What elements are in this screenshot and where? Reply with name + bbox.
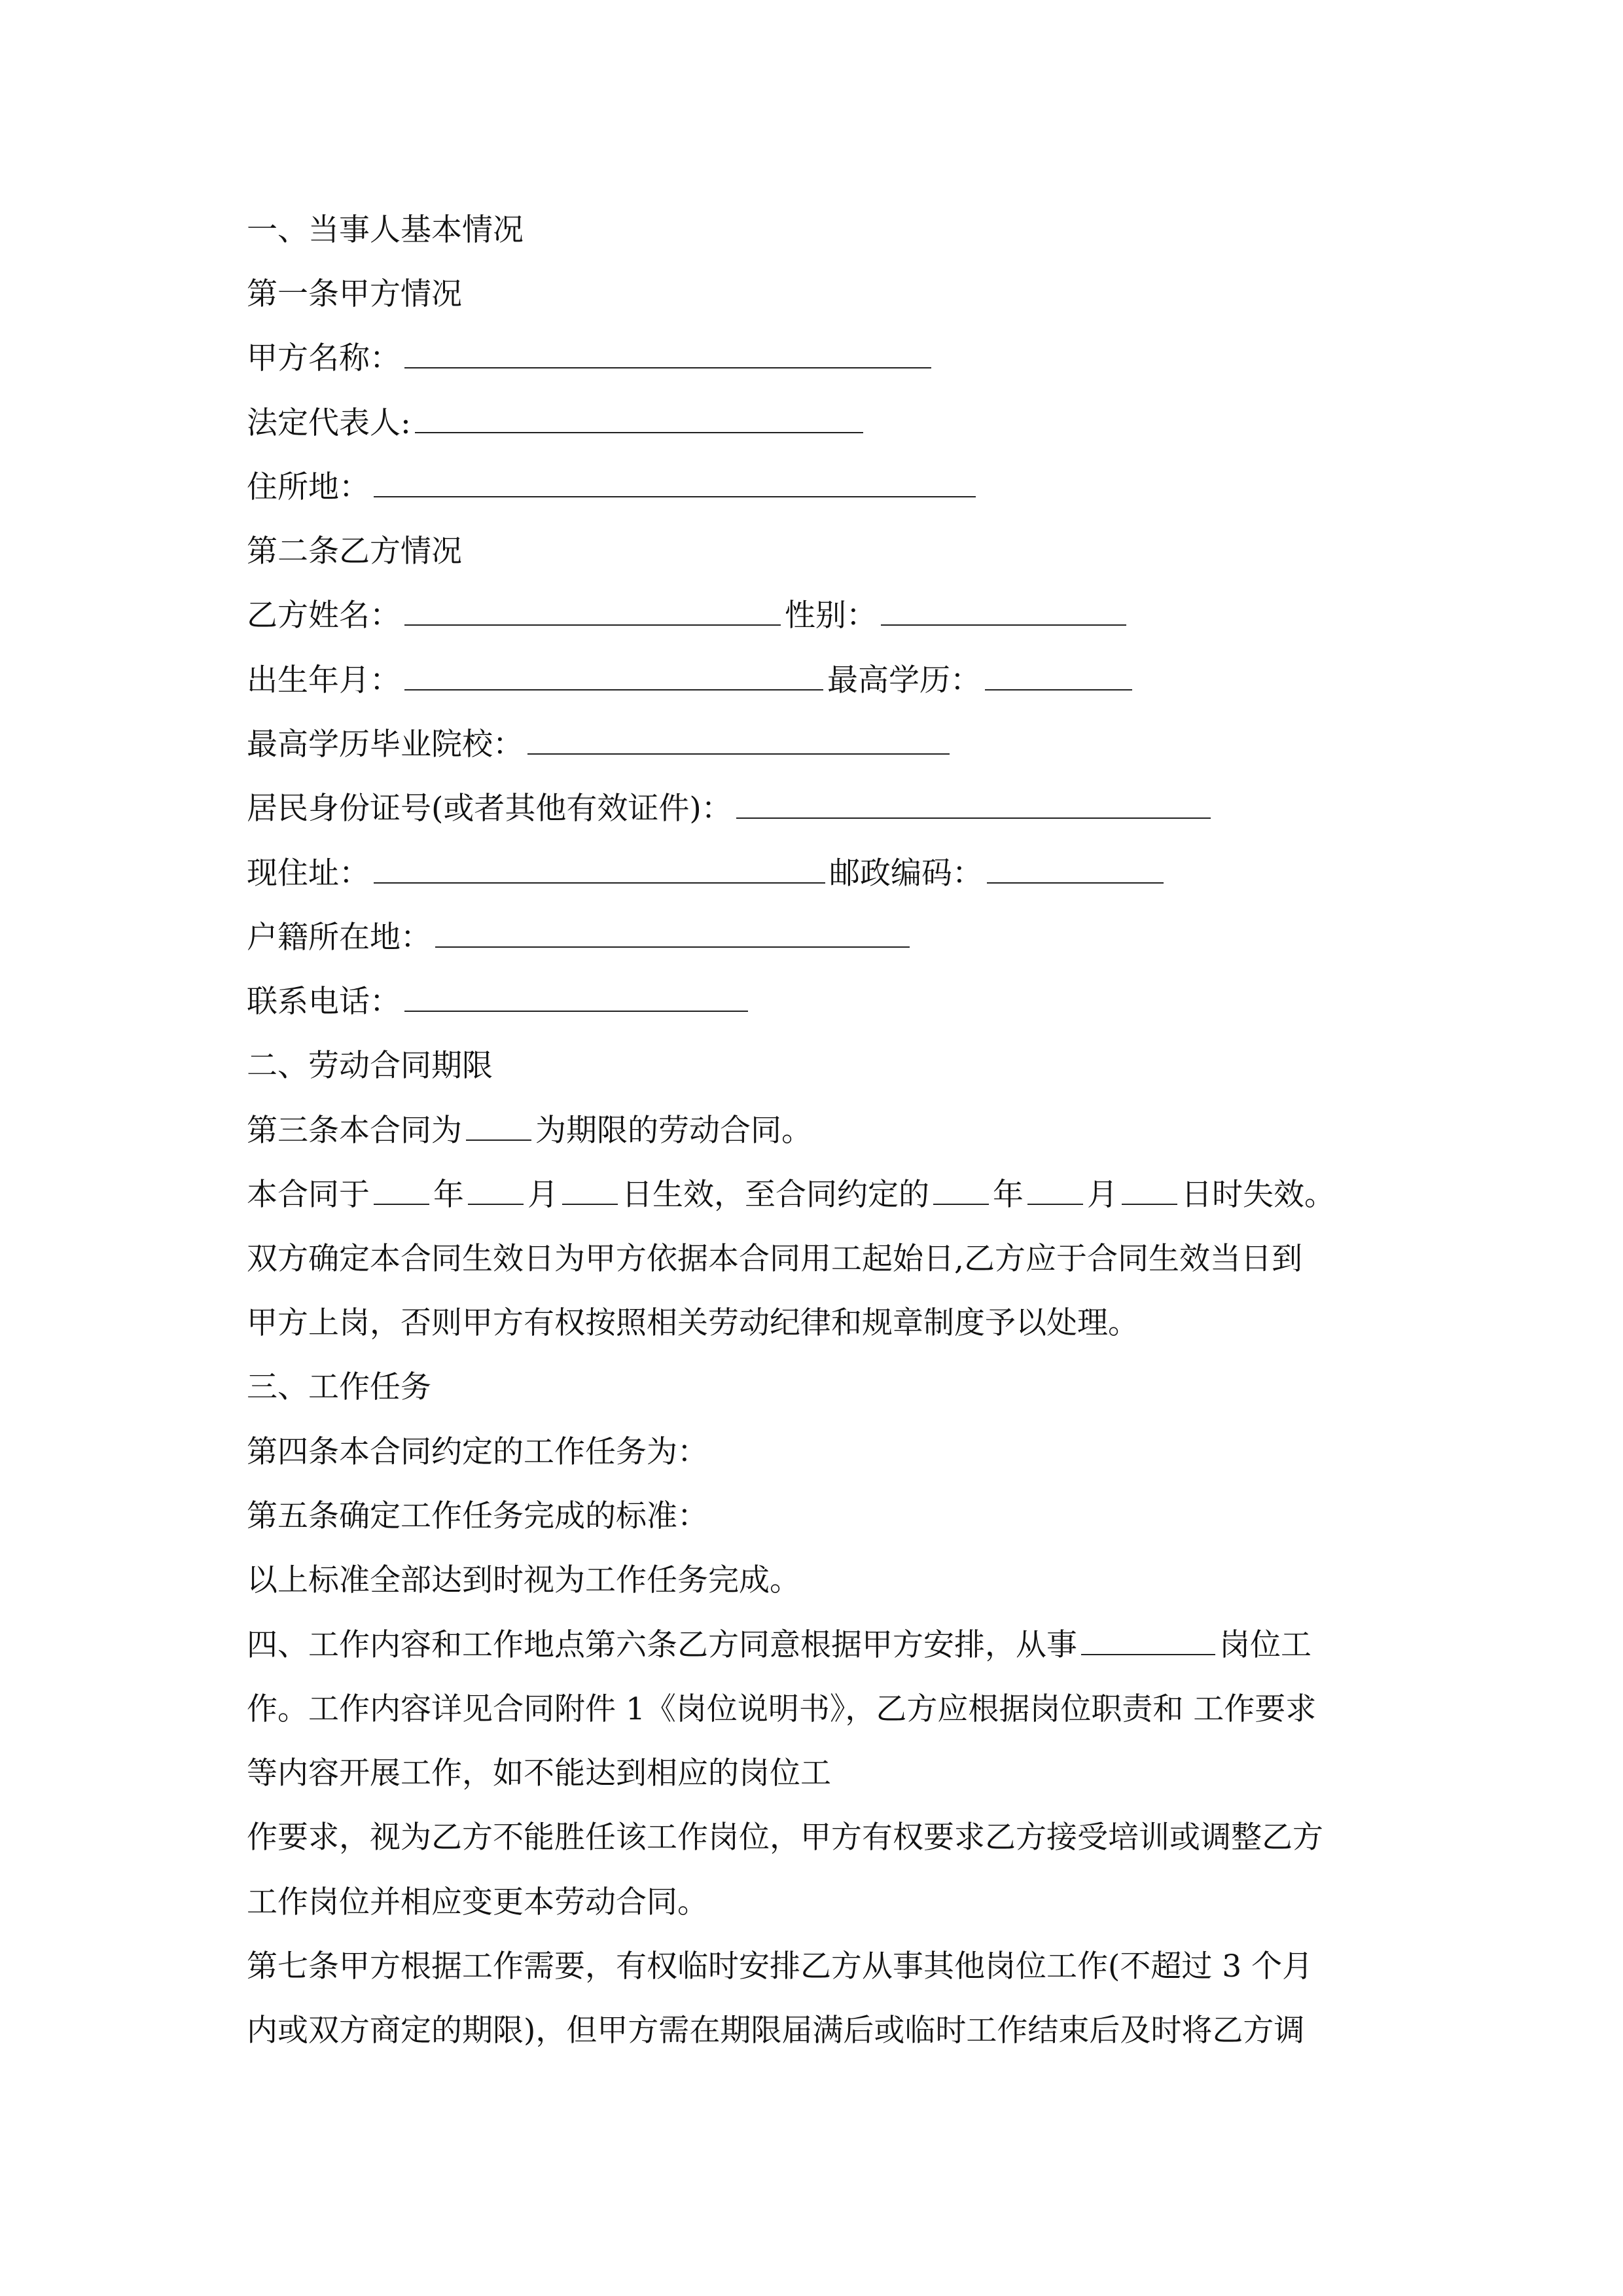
end-day-label: 日时失效。	[1181, 1177, 1335, 1213]
article-7-line-1: 第七条甲方根据工作需要，有权临时安排乙方从事其他岗位工作(不超过 3 个月	[247, 1948, 1313, 1984]
party-a-name-label: 甲方名称：	[247, 340, 401, 376]
article-7-line-2: 内或双方商定的期限)，但甲方需在期限届满后或临时工作结束后及时将乙方调	[247, 2013, 1305, 2049]
article-3-text-a: 第三条本合同为	[247, 1113, 462, 1149]
end-day-field[interactable]	[1122, 1177, 1177, 1205]
gender-field[interactable]	[881, 598, 1126, 626]
current-address-field[interactable]	[374, 856, 825, 884]
gender-label: 性别：	[785, 598, 877, 634]
paragraph-start-line-1: 双方确定本合同生效日为甲方依据本合同用工起始日,乙方应于合同生效当日到	[247, 1241, 1302, 1277]
section-4-line-4: 作要求，视为乙方不能胜任该工作岗位，甲方有权要求乙方接受培训或调整乙方	[247, 1820, 1323, 1856]
address-a-label: 住所地：	[247, 469, 370, 505]
start-year-field[interactable]	[374, 1177, 429, 1205]
birth-field[interactable]	[404, 663, 823, 691]
position-field[interactable]	[1081, 1628, 1215, 1655]
address-a-row	[247, 468, 980, 507]
edu-school-row	[247, 725, 954, 764]
edu-field[interactable]	[985, 663, 1132, 691]
article-3-text-b: 为期限的劳动合同。	[535, 1113, 812, 1149]
postcode-label: 邮政编码：	[829, 855, 983, 891]
phone-label: 联系电话：	[247, 984, 401, 1020]
party-a-name-row	[247, 339, 935, 378]
legal-rep-row	[247, 404, 867, 443]
party-b-row	[247, 596, 1130, 636]
section-4-line-2: 作。工作内容详见合同附件 1《岗位说明书》，乙方应根据岗位职责和 工作要求	[247, 1691, 1317, 1727]
section-4-line-5: 工作岗位并相应变更本劳动合同。	[247, 1884, 708, 1920]
phone-row	[247, 982, 752, 1022]
contract-type-field[interactable]	[466, 1113, 531, 1141]
phone-field[interactable]	[404, 984, 748, 1012]
start-day-field[interactable]	[562, 1177, 618, 1205]
current-address-label: 现住址：	[247, 855, 370, 891]
section-2-heading: 二、劳动合同期限	[247, 1048, 493, 1084]
id-row	[247, 789, 1215, 829]
article-2-title: 第二条乙方情况	[247, 533, 462, 569]
start-year-label: 年	[433, 1177, 464, 1213]
edu-school-label: 最高学历毕业院校：	[247, 726, 524, 762]
address-a-field[interactable]	[374, 470, 976, 497]
article-1-title: 第一条甲方情况	[247, 276, 462, 312]
hukou-field[interactable]	[435, 920, 910, 948]
paragraph-start-line-2: 甲方上岗，否则甲方有权按照相关劳动纪律和规章制度予以处理。	[247, 1305, 1139, 1341]
id-field[interactable]	[736, 791, 1211, 819]
postcode-field[interactable]	[987, 856, 1164, 884]
start-month-field[interactable]	[468, 1177, 524, 1205]
article-5: 第五条确定工作任务完成的标准：	[247, 1498, 708, 1534]
section-3-heading: 三、工作任务	[247, 1369, 431, 1405]
hukou-row	[247, 918, 914, 958]
section-1-heading: 一、当事人基本情况	[247, 212, 524, 248]
current-address-row	[247, 854, 1168, 893]
section-4-text-b: 岗位工	[1219, 1627, 1311, 1663]
effective-date-row	[247, 1175, 1335, 1215]
end-year-field[interactable]	[933, 1177, 989, 1205]
section-4-text-a: 四、工作内容和工作地点第六条乙方同意根据甲方安排，从事	[247, 1627, 1077, 1663]
start-day-label: 日生效，至合同约定的	[622, 1177, 929, 1213]
end-month-field[interactable]	[1027, 1177, 1083, 1205]
effective-text: 本合同于	[247, 1177, 370, 1213]
birth-label: 出生年月：	[247, 662, 401, 698]
legal-rep-label: 法定代表人:	[247, 405, 411, 441]
id-label: 居民身份证号(或者其他有效证件)：	[247, 791, 732, 827]
edu-label: 最高学历：	[827, 662, 981, 698]
start-month-label: 月	[527, 1177, 558, 1213]
section-4-line-3: 等内容开展工作，如不能达到相应的岗位工	[247, 1755, 831, 1791]
end-month-label: 月	[1087, 1177, 1118, 1213]
article-4: 第四条本合同约定的工作任务为：	[247, 1434, 708, 1470]
standard-done: 以上标准全部达到时视为工作任务完成。	[247, 1562, 800, 1598]
party-a-name-field[interactable]	[404, 341, 931, 368]
end-year-label: 年	[993, 1177, 1024, 1213]
birth-row	[247, 661, 1136, 700]
party-b-name-field[interactable]	[404, 598, 781, 626]
legal-rep-field[interactable]	[415, 406, 863, 433]
section-4-line-1	[247, 1626, 1311, 1665]
hukou-label: 户籍所在地：	[247, 920, 431, 956]
article-3-row	[247, 1111, 812, 1151]
party-b-name-label: 乙方姓名：	[247, 598, 401, 634]
edu-school-field[interactable]	[527, 727, 950, 755]
